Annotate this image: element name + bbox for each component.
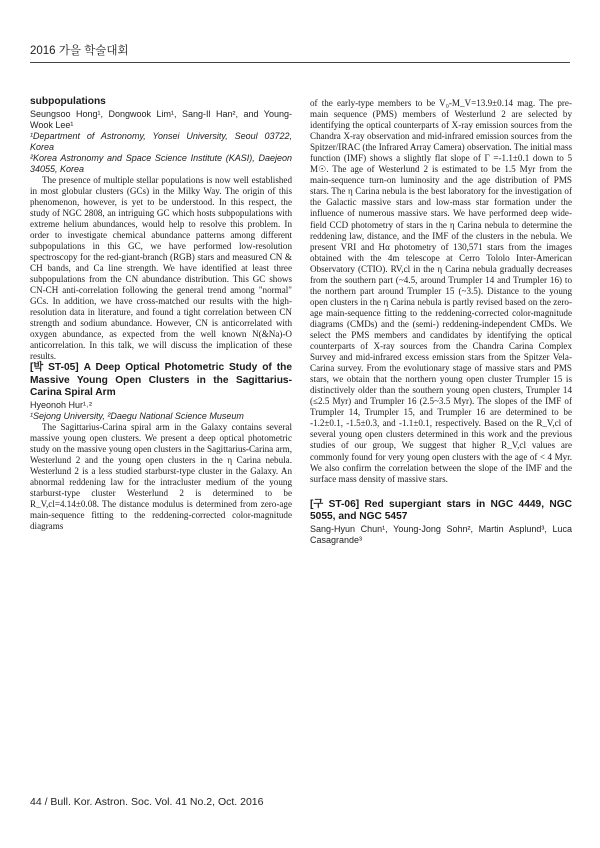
header-rule [30,62,570,63]
section-title: subpopulations [30,96,106,107]
affiliation-2: ²Korea Astronomy and Space Science Institute (KASI), Daejeon 34055, Korea [30,152,292,174]
abstract-text-st05: The Sagittarius-Carina spiral arm in the Galaxy contains several massive young open clusters. We present a deep optical photometric study on the massive young open clusters in the Sagittarius-Carina arm, Westerlund 2 and the young open clusters in the η Carina nebula. Westerlund 2 is a less studied starburst-type cluster in the Galaxy. An abnormal reddening law for the intracluster medium of the young starburst-type cluster Westerlund 2 is determined to be R_V,cl=4.14±0.08. The distance modulus is determined from zero-age main-sequence fitting to the reddening-corrected color-magnitude diagrams [30,421,292,532]
author-list: Seungsoo Hong¹, Dongwook Lim¹, Sang-Il Han², and Young-Wook Lee¹ [30,108,292,130]
page-footer: 44 / Bull. Kor. Astron. Soc. Vol. 41 No.2, Oct. 2016 [30,796,264,808]
affiliation-st05: ¹Sejong University, ²Daegu National Science Museum [30,410,244,421]
author-list-st06: Sang-Hyun Chun¹, Young-Jong Sohn², Martin Asplund³, Luca Casagrande³ [310,523,572,545]
abstract-title-st06: [구 ST-06] Red supergiant stars in NGC 4449, NGC 5055, and NGC 5457 [310,498,572,523]
author-list-st05: Hyeonoh Hur¹˒² [30,399,93,410]
abstract-title-st05: [박 ST-05] A Deep Optical Photometric Study of the Massive Young Open Clusters in the Sagittarius-Carina Spiral Arm [30,362,292,399]
abstract-continuation: of the early-type members to be V₀-M_V=13.9±0.14 mag. The pre-main sequence (PMS) members of Westerlund 2 are selected by identifying the optical counterparts of X-ray emission sources from the Chandra X-ray observation and mid-infrared emission sources from the Spitzer/IRAC (the Infrared Array Camera) observation. The initial mass function (IMF) shows a slightly flat slope of Γ =-1.1±0.1 down to 5 M☉. The age of Westerlund 2 is estimated to be 1.5 Myr from the main-sequence turn-on luminosity and the age distribution of PMS stars. The η Carina nebula is the best laboratory for the investigation of the Galactic massive stars and low-mass star formation under the influence of numerous massive stars. We have performed deep wide-field CCD photometry of stars in the η Carina nebula to determine the reddening law, distance, and the IMF of the clusters in the nebula. We present VRI and Hα photometry of 130,571 stars from the images obtained with the 4m telescope at Cerro Tololo Inter-American Observatory (CTIO). RV,cl in the η Carina nebula gradually decreases from the southern part (~4.5, around Trumpler 14 and Trumpler 16) to the northern part around Trumpler 15 (~3.5). Distance to the young open clusters in the η Carina nebula is partly revised based on the zero-age main-sequence fitting to the reddening-corrected color-magnitude diagrams (CMDs) and the (semi-) reddening-independent CMDs. We select the PMS members and candidates by identifying the optical counterparts of X-ray sources from the Chandra Carina Complex Survey and mid-infrared excess emission stars from the Spitzer Vela-Carina survey. From the evolutionary stage of massive stars and PMS stars, we obtain that the northern young open cluster Trumpler 15 is distinctively older than the southern young open clusters, Trumpler 14 (≤2.5 Myr) and Trumpler 16 (2.5~3.5 Myr). The slopes of the IMF of Trumpler 14, Trumpler 15, and Trumpler 16 are determined to be -1.2±0.1, -1.5±0.3, and -1.1±0.1, respectively. Based on the R_V,cl of several young open clusters determined in this work and the previous studies of our group, We suggest that higher R_V,cl values are commonly found for very young open clusters with the age of < 4 Myr. We also confirm the correlation between the slope of the IMF and the surface mass density of massive stars. [310,98,572,484]
left-column [30,96,292,532]
right-column [310,98,572,546]
affiliation-1: ¹Department of Astronomy, Yonsei University, Seoul 03722, Korea [30,130,292,152]
abstract-text: The presence of multiple stellar populations is now well established in most globular clusters (GCs) in the Milky Way. The origin of this phenomenon, however, is yet to be understood. In this respect, the study of NGC 2808, an intriguing GC which hosts subpopulations with extreme helium abundances, would help to resolve this problem. In order to investigate chemical abundance patterns among different subpopulations in this GC, we have performed low-resolution spectroscopy for the red-giant-branch (RGB) stars and measured CN & CH bands, and Ca line strength. We have identified at least three subpopulations from the CN abundance distribution. This GC shows CN-CH anti-correlation following the general trend among "normal" GCs. In addition, we have cross-matched our results with the high-resolution data in literature, and found a tight correlation between CN strength and sodium abundance. However, CN is anticorrelated with oxygen abundance, as expected from the well known N(&Na)-O anticorrelation. In this talk, we will discuss the implication of these results. [30,174,292,362]
running-header: 2016 가을 학술대회 [30,45,129,57]
